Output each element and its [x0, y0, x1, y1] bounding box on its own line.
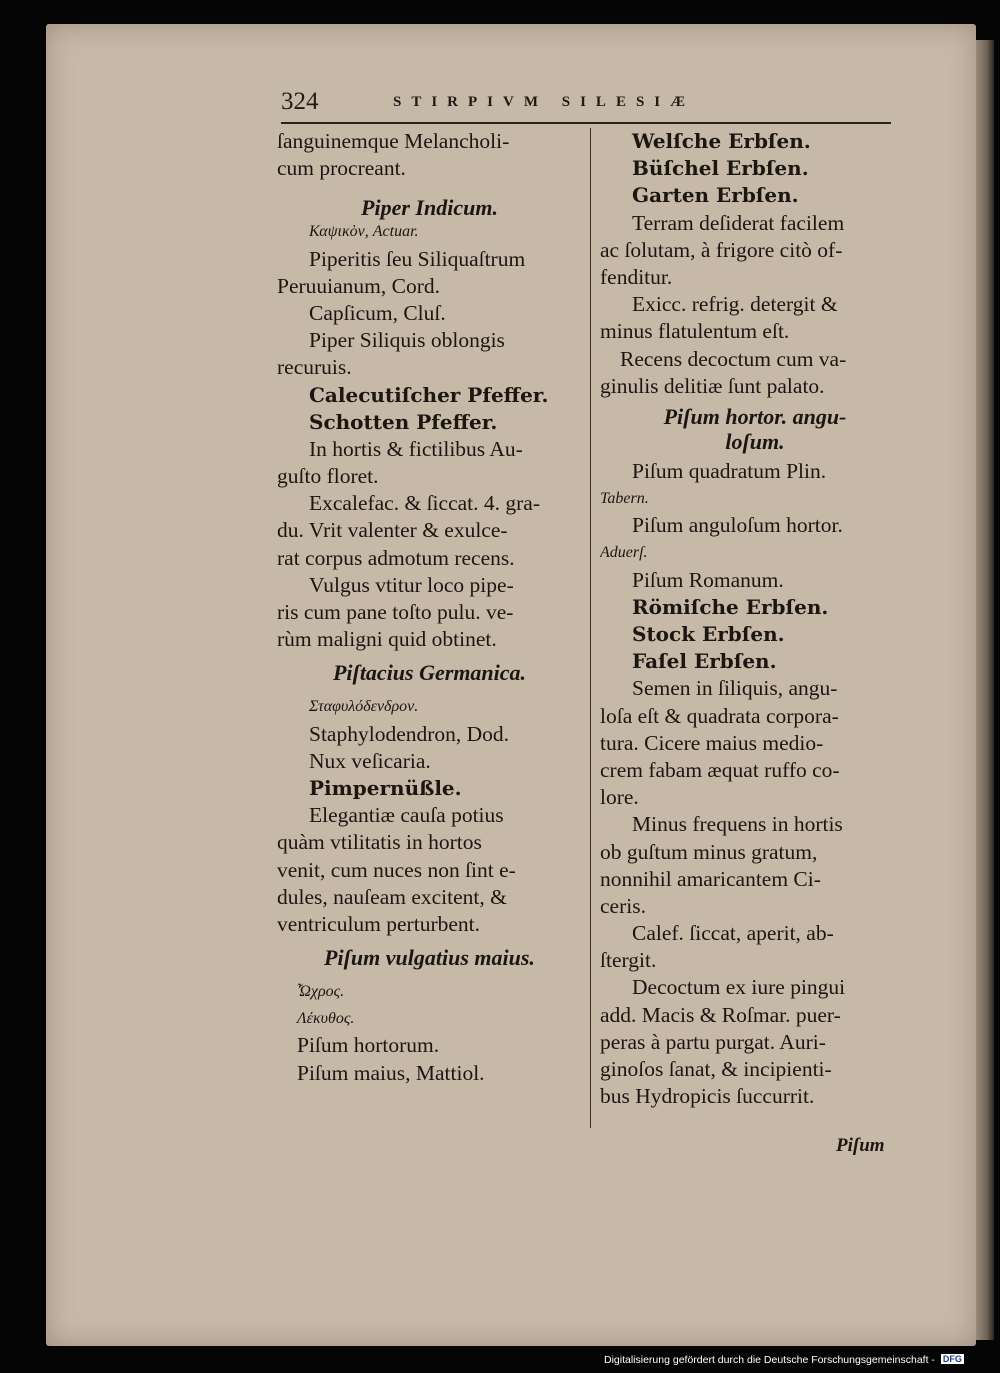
text-line: Piſum anguloſum hortor.	[632, 513, 843, 538]
text-line: Piſum Romanum.	[632, 567, 784, 592]
text-line: lore.	[600, 785, 639, 810]
text-line: ris cum pane toſto pulu. ve-	[277, 600, 514, 624]
text-line: Calecutiſcher Pfeffer.	[309, 382, 549, 407]
text-line: ginoſos ſanat, & incipienti-	[600, 1057, 832, 1081]
text-line: In hortis & fictilibus Au-	[309, 436, 523, 461]
text-line: Elegantiæ cauſa potius	[309, 803, 504, 828]
text-line: Piſum hortorum.	[297, 1033, 440, 1058]
text-line: ac ſolutam, à frigore citò of-	[600, 237, 843, 262]
text-line: rat corpus admotum recens.	[277, 545, 515, 570]
running-title: STIRPIVM SILESIÆ	[393, 94, 696, 110]
header-rule	[281, 122, 891, 124]
text-line: ſanguinemque Melancholi-	[277, 129, 510, 153]
text-line: Römiſche Erbſen.	[632, 594, 829, 619]
text-line: ob guſtum minus gratum,	[600, 839, 818, 864]
text-line: peras à partu purgat. Auri-	[600, 1029, 826, 1054]
text-line: Pimpernüßle.	[309, 775, 462, 800]
section-heading: Piſum hortor. angu-	[663, 403, 847, 429]
digitization-footer	[604, 1354, 964, 1370]
text-line: Piper Siliquis oblongis	[309, 328, 505, 353]
text-line: loſa eſt & quadrata corpora-	[600, 703, 839, 728]
text-line: Decoctum ex iure pingui	[632, 975, 846, 1000]
text-line: ſtergit.	[600, 948, 657, 973]
right-column	[600, 128, 910, 1110]
text-line: Recens decoctum cum va-	[620, 346, 847, 371]
text-line: recuruis.	[277, 355, 352, 380]
text-line: cum procreant.	[277, 156, 406, 181]
text-line: venit, cum nuces non ſint e-	[277, 857, 516, 882]
text-line: Ὦχρος.	[297, 983, 345, 1001]
text-line: Σταφυλόδενδρον.	[309, 698, 419, 716]
text-line: Λέκυθος.	[297, 1010, 355, 1028]
text-line: quàm vtilitatis in hortos	[277, 830, 482, 855]
text-line: Piſum quadratum Plin.	[632, 458, 827, 483]
text-line: Büſchel Erbſen.	[632, 156, 809, 181]
text-line: du. Vrit valenter & exulce-	[277, 518, 508, 543]
text-line: Semen in ſiliquis, angu-	[632, 676, 838, 701]
left-column	[277, 128, 582, 1087]
text-line: Peruuianum, Cord.	[277, 273, 441, 298]
text-line: Piperitis ſeu Siliquaſtrum	[309, 246, 526, 271]
section-heading: Piſtacius Germanica.	[332, 660, 527, 686]
text-line: Stock Erbſen.	[632, 622, 785, 646]
page-number: 324	[281, 88, 319, 115]
text-line: bus Hydropicis ſuccurrit.	[600, 1084, 815, 1109]
text-line: Exicc. refrig. detergit &	[632, 292, 838, 317]
text-line: tura. Cicere maius medio-	[600, 730, 824, 755]
section-heading: Piper Indicum.	[361, 195, 498, 221]
catchword: Piſum	[836, 1135, 885, 1156]
text-line: Excalefac. & ſiccat. 4. gra-	[309, 491, 540, 516]
text-line: minus flatulentum eſt.	[600, 319, 790, 344]
text-line: Faſel Erbſen.	[632, 649, 777, 674]
footer-text: Digitalisierung gefördert durch die Deutsche Forschungsgemeinschaft -	[604, 1354, 935, 1366]
text-line: ventriculum perturbent.	[277, 911, 480, 936]
text-line: Tabern.	[600, 490, 649, 508]
text-line: Minus frequens in hortis	[632, 812, 843, 837]
text-line: Garten Erbſen.	[632, 183, 799, 208]
text-line: Καψικὸν, Actuar.	[309, 223, 419, 241]
text-line: dules, nauſeam excitent, &	[277, 884, 507, 909]
text-line: ceris.	[600, 893, 646, 918]
text-line: Calef. ſiccat, aperit, ab-	[632, 921, 834, 946]
text-line: Terram deſiderat facilem	[632, 210, 845, 235]
text-line: Capſicum, Cluſ.	[309, 300, 446, 325]
page-edge	[976, 40, 994, 1340]
section-heading: loſum.	[725, 428, 785, 454]
text-line: guſto floret.	[277, 464, 379, 489]
text-line: Piſum maius, Mattiol.	[297, 1060, 485, 1085]
text-line: rùm maligni quid obtinet.	[277, 627, 497, 652]
text-line: add. Macis & Roſmar. puer-	[600, 1002, 841, 1027]
text-line: Staphylodendron, Dod.	[309, 721, 510, 746]
dfg-logo: DFG	[942, 1354, 962, 1364]
section-heading: Piſum vulgatius maius.	[324, 945, 535, 971]
text-line: Nux veſicaria.	[309, 748, 431, 773]
column-divider	[590, 128, 591, 1128]
text-line: nonnihil amaricantem Ci-	[600, 866, 821, 891]
text-line: Vulgus vtitur loco pipe-	[309, 572, 514, 597]
text-line: Schotten Pfeffer.	[309, 409, 498, 434]
text-line: Welſche Erbſen.	[632, 129, 811, 153]
text-line: fenditur.	[600, 264, 673, 289]
page-header	[281, 88, 891, 120]
text-line: Aduerſ.	[600, 544, 648, 562]
text-line: crem fabam æquat ruffo co-	[600, 757, 840, 782]
text-line: ginulis delitiæ ſunt palato.	[600, 373, 825, 398]
